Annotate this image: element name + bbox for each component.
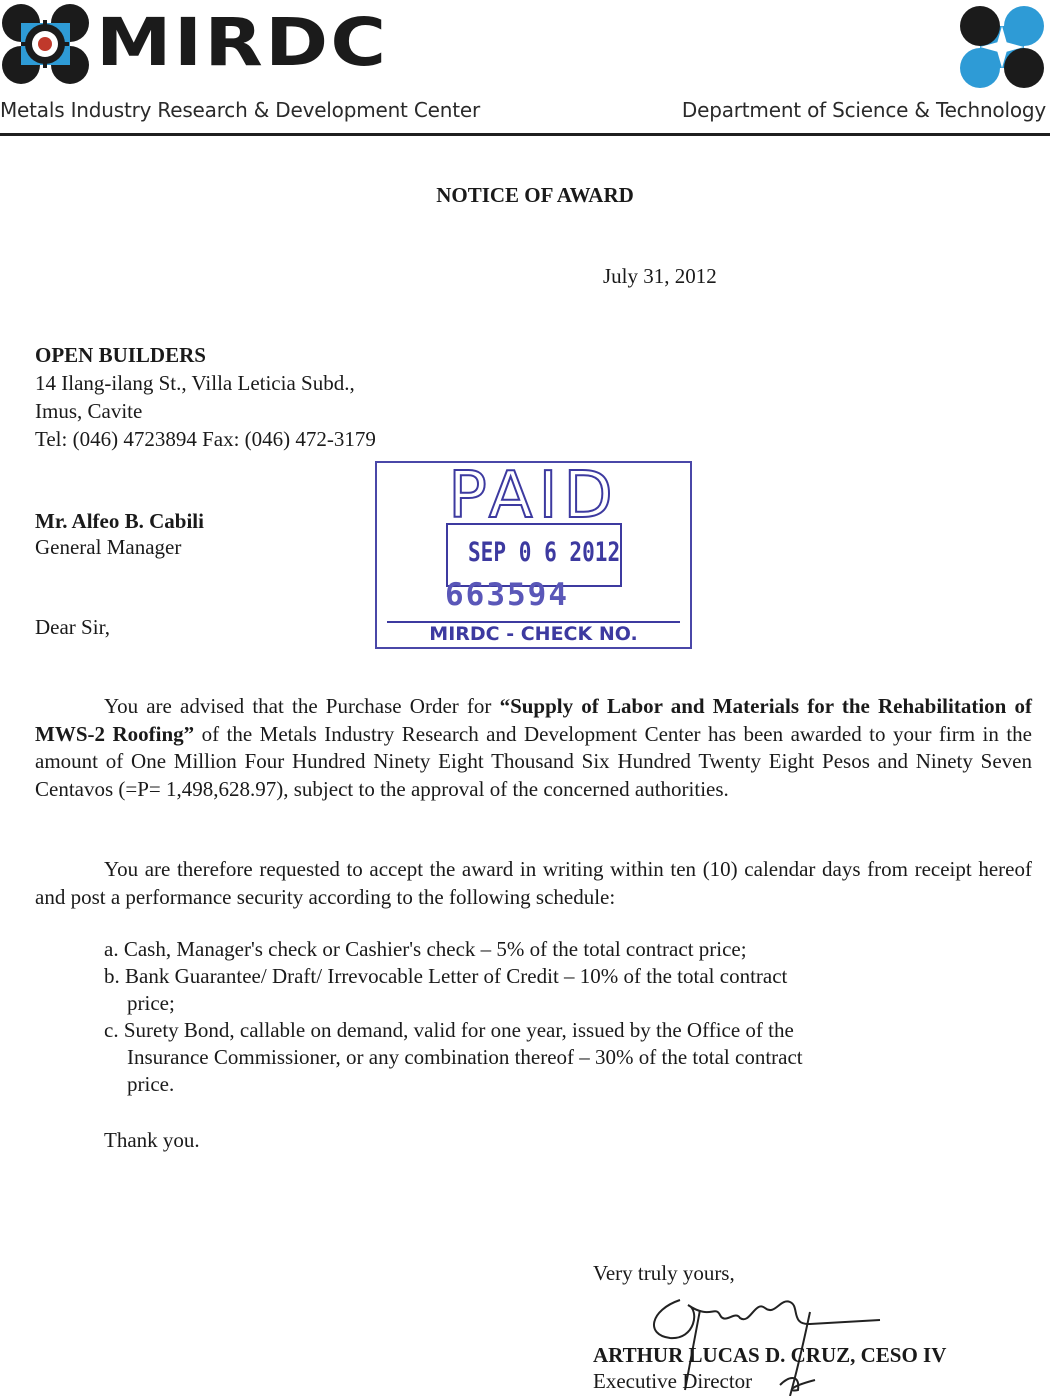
org-name: Metals Industry Research & Development Center xyxy=(0,98,480,122)
schedule-text: Surety Bond, callable on demand, valid for one year, issued by the Office of the xyxy=(123,1018,794,1042)
recipient-company: OPEN BUILDERS xyxy=(35,343,206,367)
schedule-text-cont: price; xyxy=(127,991,175,1015)
closing: Thank you. xyxy=(104,1128,200,1152)
paragraph-award-lead: You are advised that the Purchase Order for xyxy=(104,694,500,718)
schedule-marker: a. xyxy=(104,937,119,961)
header-divider xyxy=(0,133,1050,136)
recipient-address-line2: Imus, Cavite xyxy=(35,399,143,423)
recipient-contact: Tel: (046) 4723894 Fax: (046) 472-3179 xyxy=(35,427,376,451)
stamp-word: PAID xyxy=(448,459,619,533)
paragraph-award-rest: of the Metals Industry Research and Development Center has been awarded to your firm in the amount of One Million Four Hundred Ninety Eight Thousand Six Hundred Twenty Eight Pesos and Ninety Seven Centavos (=P= 1,498,628.97), subject to the approval of the concerned authorities. xyxy=(35,721,1032,801)
org-wordmark: MIRDC xyxy=(96,4,389,81)
schedule-text: Bank Guarantee/ Draft/ Irrevocable Letter of Credit – 10% of the total contract xyxy=(125,964,788,988)
dept-name: Department of Science & Technology xyxy=(681,98,1046,122)
mirdc-logo-icon xyxy=(0,2,92,86)
schedule-text: Cash, Manager's check or Cashier's check – 5% of the total contract price; xyxy=(123,937,747,961)
schedule-marker: b. xyxy=(104,964,120,988)
schedule-text-cont: Insurance Commissioner, or any combination thereof – 30% of the total contract xyxy=(127,1045,803,1069)
dost-logo-icon xyxy=(958,4,1046,90)
schedule-item-c xyxy=(104,1017,914,1098)
schedule-marker: c. xyxy=(104,1018,119,1042)
salutation: Dear Sir, xyxy=(35,615,110,639)
document-title: NOTICE OF AWARD xyxy=(436,183,634,207)
signatory-name: ARTHUR LUCAS D. CRUZ, CESO IV xyxy=(593,1343,947,1367)
recipient-address-line1: 14 Ilang-ilang St., Villa Leticia Subd., xyxy=(35,371,355,395)
paragraph-request: You are therefore requested to accept the award in writing within ten (10) calendar days from receipt hereof and post a performance security according to the following schedule: xyxy=(35,857,1032,909)
schedule-text-cont: price. xyxy=(127,1072,175,1096)
stamp-label: MIRDC - CHECK NO. xyxy=(429,623,638,645)
attention-title: General Manager xyxy=(35,535,182,559)
sign-off: Very truly yours, xyxy=(593,1261,735,1285)
attention-name: Mr. Alfeo B. Cabili xyxy=(35,509,204,533)
signatory-title: Executive Director xyxy=(593,1369,753,1393)
paragraph-award xyxy=(35,693,1032,803)
schedule-item-a xyxy=(104,936,904,963)
schedule-item-b xyxy=(104,963,904,1017)
stamp-date: SEP 0 6 2012 xyxy=(468,537,621,568)
stamp-check-number: 663594 xyxy=(445,577,569,613)
paid-stamp xyxy=(375,461,692,649)
letter-date: July 31, 2012 xyxy=(603,264,717,288)
project-title: “Supply of Labor and Materials for the Rehabilitation of MWS-2 Roofing” xyxy=(35,694,1032,746)
